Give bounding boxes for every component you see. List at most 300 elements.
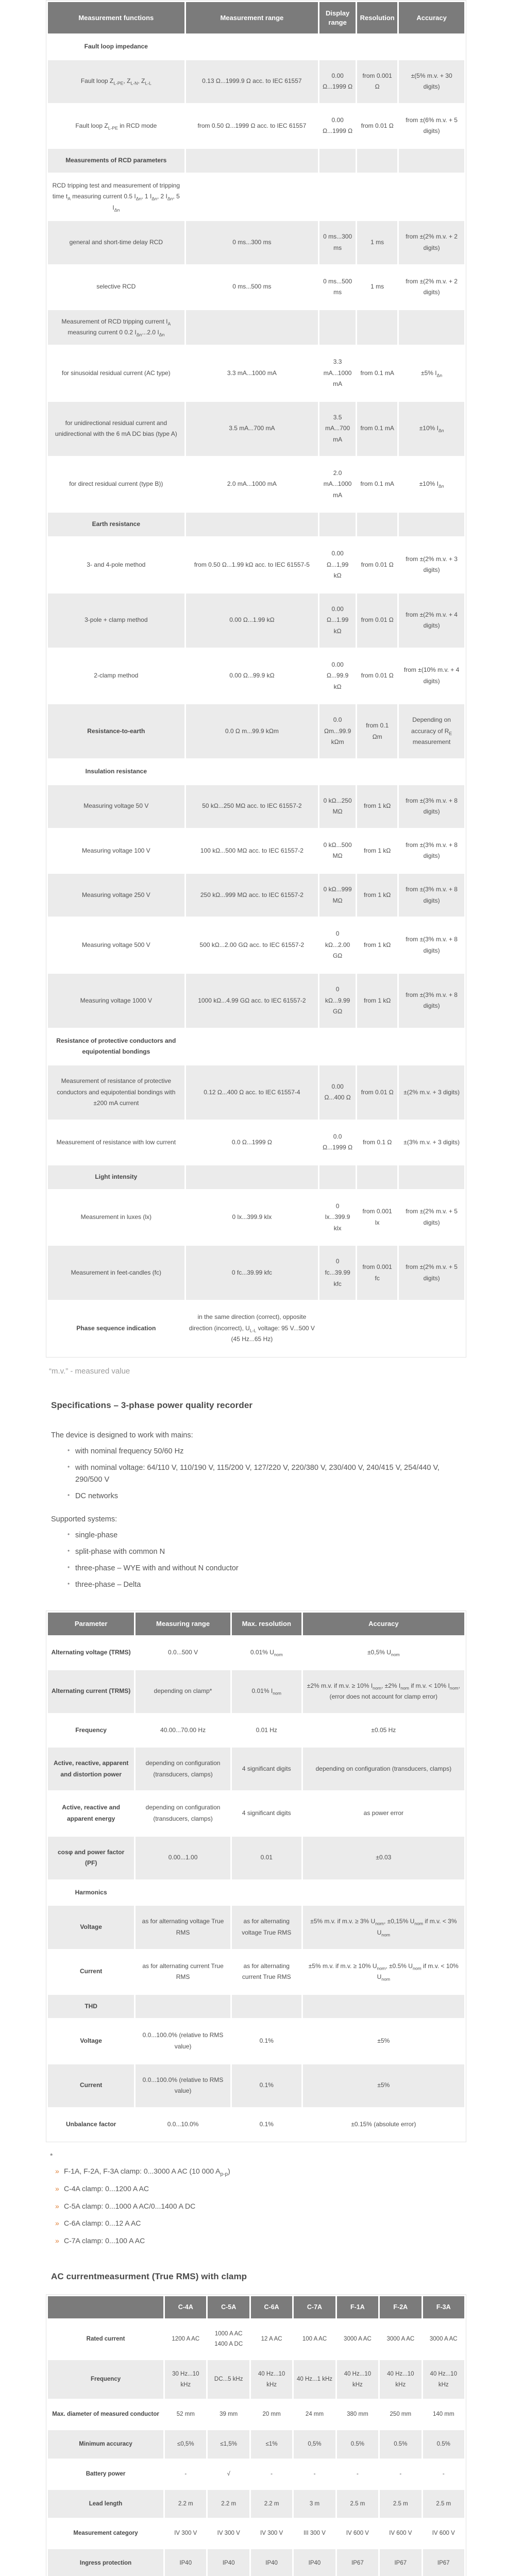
row-label: Measuring voltage 500 V: [47, 918, 185, 973]
row-label: Measurement in luxes (lx): [47, 1190, 185, 1245]
value-cell: 0.13 Ω...1999.9 Ω acc. to IEC 61557: [185, 59, 319, 104]
value-cell: [398, 309, 465, 345]
power-quality-table: [46, 1611, 466, 2142]
value-cell: from 0.1 mA: [357, 401, 398, 456]
value-cell: 1200 A AC: [164, 2319, 207, 2359]
value-cell: [319, 173, 357, 221]
value-cell: 24 mm: [293, 2400, 336, 2430]
value-cell: as for alternating voltage True RMS: [135, 1905, 231, 1950]
column-header: F-1A: [336, 2295, 379, 2319]
value-cell: [185, 1164, 319, 1190]
row-label: Frequency: [47, 1714, 135, 1747]
value-cell: [357, 1301, 398, 1357]
table-row: [47, 2459, 465, 2489]
table-row: [47, 59, 465, 104]
value-cell: -: [250, 2459, 293, 2489]
value-cell: 1 ms: [357, 265, 398, 309]
table-row: [47, 1747, 465, 1791]
value-cell: [185, 148, 319, 174]
value-cell: 0 fc...39.99 kfc: [319, 1245, 357, 1301]
header-row: [47, 2, 465, 35]
spec-page: [46, 0, 466, 2576]
value-cell: 0.0 Ωm...99.9 kΩm: [319, 704, 357, 759]
installation-spec-table: [46, 1, 466, 1357]
row-label: Measurement category: [47, 2519, 164, 2549]
table-row: [47, 1714, 465, 1747]
value-cell: -: [164, 2459, 207, 2489]
value-cell: 2.0 mA...1000 mA: [319, 456, 357, 512]
value-cell: 3.5 mA...700 mA: [185, 401, 319, 456]
table-row: [47, 648, 465, 704]
row-label: Earth resistance: [47, 512, 185, 537]
table-row: [47, 828, 465, 873]
column-header: F-2A: [379, 2295, 422, 2319]
value-cell: IV 300 V: [250, 2519, 293, 2549]
value-cell: 40 Hz...1 kHz: [293, 2360, 336, 2400]
list-item: • with nominal frequency 50/60 Hz: [68, 1446, 466, 1458]
table-row: [47, 1064, 465, 1120]
value-cell: from ±(6% m.v. + 5 digits): [398, 104, 465, 148]
table-row: [47, 2319, 465, 2359]
row-label: 3-pole + clamp method: [47, 592, 185, 648]
row-label: Max. diameter of measured conductor: [47, 2400, 164, 2430]
column-header: [47, 2295, 164, 2319]
value-cell: 2.5 m: [336, 2489, 379, 2519]
value-cell: ≤1%: [250, 2430, 293, 2460]
value-cell: 52 mm: [164, 2400, 207, 2430]
value-cell: 1000 kΩ...4.99 GΩ acc. to IEC 61557-2: [185, 973, 319, 1029]
value-cell: 2.2 m: [207, 2489, 250, 2519]
value-cell: -: [293, 2459, 336, 2489]
value-cell: depending on clamp*: [135, 1669, 231, 1714]
value-cell: depending on configuration (transducers, clamps): [135, 1791, 231, 1836]
row-label: Fault loop $Z_{L-PE}$, $Z_{L-N}$, $Z_{L-L}$: [47, 59, 185, 104]
value-cell: [357, 1164, 398, 1190]
value-cell: from 0.1 mA: [357, 456, 398, 512]
value-cell: 0.0...100.0% (relative to RMS value): [135, 2019, 231, 2063]
value-cell: 0 kΩ...250 MΩ: [319, 784, 357, 828]
value-cell: ±0,5% $U_{nom}$: [302, 1636, 465, 1669]
value-cell: 2.0 mA...1000 mA: [185, 456, 319, 512]
value-cell: [185, 173, 319, 221]
value-cell: from 1 kΩ: [357, 828, 398, 873]
value-cell: from ±(2% m.v. + 5 digits): [398, 1190, 465, 1245]
value-cell: [357, 148, 398, 174]
value-cell: 100 A AC: [293, 2319, 336, 2359]
value-cell: from 0.1 mA: [357, 346, 398, 401]
value-cell: from 0.001 Ω: [357, 59, 398, 104]
value-cell: [357, 35, 398, 60]
value-cell: 0.5%: [422, 2430, 465, 2460]
table-row: [47, 456, 465, 512]
value-cell: [319, 1301, 357, 1357]
value-cell: 0 kΩ...500 MΩ: [319, 828, 357, 873]
value-cell: [357, 1028, 398, 1064]
value-cell: [357, 512, 398, 537]
value-cell: [185, 309, 319, 345]
row-label: Alternating voltage (TRMS): [47, 1636, 135, 1669]
value-cell: 0.01% $U_{nom}$: [231, 1636, 302, 1669]
value-cell: 40 Hz...10 kHz: [250, 2360, 293, 2400]
mains-list: [46, 1446, 466, 1503]
value-cell: depending on configuration (transducers, clamps): [302, 1747, 465, 1791]
row-label: Voltage: [47, 2019, 135, 2063]
value-cell: ≤1,5%: [207, 2430, 250, 2460]
row-label: RCD tripping test and measurement of tripping time $t_A$ measuring current 0.5 $I_{\Delta n}$, 1 $I_{\Delta n}$, 2 $I_{\Delta n}$, 5 $I_{\Delta n}$: [47, 173, 185, 221]
value-cell: 50 kΩ...250 MΩ acc. to IEC 61557-2: [185, 784, 319, 828]
value-cell: 100 kΩ...500 MΩ acc. to IEC 61557-2: [185, 828, 319, 873]
value-cell: 0.01 Hz: [231, 1714, 302, 1747]
clamp-ranges-list: [46, 2166, 466, 2246]
value-cell: [398, 173, 465, 221]
heading-ac-current-clamp: AC currentmeasurment (True RMS) with clamp: [51, 2271, 247, 2281]
heading-power-quality-recorder: Specifications – 3-phase power quality recorder: [51, 1400, 253, 1410]
value-cell: ±(3% m.v. + 3 digits): [398, 1120, 465, 1164]
value-cell: ±0.03: [302, 1836, 465, 1880]
row-label: Rated current: [47, 2319, 164, 2359]
value-cell: [319, 148, 357, 174]
value-cell: 0.01% $I_{nom}$: [231, 1669, 302, 1714]
value-cell: 0.1%: [231, 2063, 302, 2108]
value-cell: from 0.01 Ω: [357, 1064, 398, 1120]
value-cell: -: [379, 2459, 422, 2489]
value-cell: from 0.01 Ω: [357, 104, 398, 148]
table-row: [47, 759, 465, 785]
value-cell: 2.5 m: [379, 2489, 422, 2519]
value-cell: IP40: [207, 2548, 250, 2576]
value-cell: from 0.01 Ω: [357, 537, 398, 592]
value-cell: [398, 512, 465, 537]
value-cell: [231, 1994, 302, 2019]
list-item: • three-phase – Delta: [68, 1579, 466, 1591]
column-header: C-5A: [207, 2295, 250, 2319]
value-cell: from 1 kΩ: [357, 973, 398, 1029]
value-cell: [357, 759, 398, 785]
table-row: [47, 148, 465, 174]
value-cell: ±5% $I_{\Delta n}$: [398, 346, 465, 401]
row-label: Minimum accuracy: [47, 2430, 164, 2460]
value-cell: 0 kΩ...9.99 GΩ: [319, 973, 357, 1029]
value-cell: 0.0 Ω...1999 Ω: [185, 1120, 319, 1164]
row-label: Ingress protection: [47, 2548, 164, 2576]
value-cell: -: [336, 2459, 379, 2489]
value-cell: 0.1%: [231, 2019, 302, 2063]
value-cell: from 0.1 Ω: [357, 1120, 398, 1164]
value-cell: 2.5 m: [422, 2489, 465, 2519]
value-cell: 0.00 Ω...400 Ω: [319, 1064, 357, 1120]
value-cell: from ±(3% m.v. + 8 digits): [398, 918, 465, 973]
value-cell: [319, 1164, 357, 1190]
value-cell: IV 300 V: [207, 2519, 250, 2549]
row-label: Lead length: [47, 2489, 164, 2519]
table-row: [47, 1950, 465, 1994]
value-cell: 12 A AC: [250, 2319, 293, 2359]
value-cell: 0.00 Ω...1.99 kΩ: [185, 592, 319, 648]
table-row: [47, 104, 465, 148]
table-row: [47, 1120, 465, 1164]
row-label: Measuring voltage 50 V: [47, 784, 185, 828]
value-cell: 0.0...500 V: [135, 1636, 231, 1669]
value-cell: 4 significant digits: [231, 1747, 302, 1791]
value-cell: IP67: [422, 2548, 465, 2576]
value-cell: ±2% m.v. if m.v. ≥ 10% $I_{nom}$, ±2% $I_{nom}$ if m.v. < 10% $I_{nom}$, (error does not account for clamp error): [302, 1669, 465, 1714]
value-cell: 250 kΩ...999 MΩ acc. to IEC 61557-2: [185, 873, 319, 918]
value-cell: [398, 1164, 465, 1190]
value-cell: 40 Hz...10 kHz: [379, 2360, 422, 2400]
value-cell: from ±(3% m.v. + 8 digits): [398, 873, 465, 918]
value-cell: 4 significant digits: [231, 1791, 302, 1836]
list-item: » F-1A, F-2A, F-3A clamp: 0...3000 A AC (10 000 $A_{p-p}$): [55, 2166, 466, 2177]
value-cell: [357, 309, 398, 345]
value-cell: IV 300 V: [164, 2519, 207, 2549]
column-header: Max. resolution: [231, 1612, 302, 1636]
list-item: • DC networks: [68, 1490, 466, 1502]
value-cell: ±5% m.v. if m.v. ≥ 10% $U_{nom}$, ±0.5% $U_{nom}$ if m.v. < 10% $U_{nom}$: [302, 1950, 465, 1994]
table-row: [47, 265, 465, 309]
list-item: • split-phase with common N: [68, 1546, 466, 1558]
value-cell: 0.00...1.00: [135, 1836, 231, 1880]
value-cell: ≤0,5%: [164, 2430, 207, 2460]
value-cell: [398, 1028, 465, 1064]
row-label: for unidirectional residual current and unidirectional with the 6 mA DC bias (type A): [47, 401, 185, 456]
value-cell: IP40: [164, 2548, 207, 2576]
value-cell: as power error: [302, 1791, 465, 1836]
column-header: C-4A: [164, 2295, 207, 2319]
value-cell: 1 ms: [357, 221, 398, 265]
value-cell: from ±(2% m.v. + 2 digits): [398, 221, 465, 265]
table-row: [47, 2019, 465, 2063]
table-row: [47, 2108, 465, 2141]
value-cell: from 0.50 Ω...1999 Ω acc. to IEC 61557: [185, 104, 319, 148]
value-cell: IP40: [250, 2548, 293, 2576]
value-cell: [319, 1028, 357, 1064]
value-cell: ±5%: [302, 2019, 465, 2063]
value-cell: as for alternating current True RMS: [231, 1950, 302, 1994]
table-row: [47, 2548, 465, 2576]
value-cell: in the same direction (correct), opposite direction (incorrect), $U_{L-L}$ voltage: 95 V...500 V (45 Hz...65 Hz): [185, 1301, 319, 1357]
header-row: [47, 1612, 465, 1636]
value-cell: 0.0 Ω m...99.9 kΩm: [185, 704, 319, 759]
row-label: Fault loop impedance: [47, 35, 185, 60]
table-row: [47, 1164, 465, 1190]
table-row: [47, 918, 465, 973]
value-cell: IV 600 V: [336, 2519, 379, 2549]
value-cell: 0 ms...500 ms: [185, 265, 319, 309]
value-cell: 40.00...70.00 Hz: [135, 1714, 231, 1747]
row-label: Light intensity: [47, 1164, 185, 1190]
table-row: [47, 1636, 465, 1669]
installation-spec-table-wrapper: [46, 0, 466, 1358]
clamp-spec-table-wrapper: [46, 2294, 466, 2576]
value-cell: [135, 1994, 231, 2019]
column-header: Measurement range: [185, 2, 319, 35]
column-header: Display range: [319, 2, 357, 35]
asterisk-note: *: [50, 2151, 53, 2160]
value-cell: 500 kΩ...2.00 GΩ acc. to IEC 61557-2: [185, 918, 319, 973]
value-cell: 39 mm: [207, 2400, 250, 2430]
value-cell: 0 kΩ...2.00 GΩ: [319, 918, 357, 973]
value-cell: [319, 309, 357, 345]
table-row: [47, 873, 465, 918]
value-cell: 40 Hz...10 kHz: [422, 2360, 465, 2400]
value-cell: from 0.01 Ω: [357, 648, 398, 704]
column-header: Parameter: [47, 1612, 135, 1636]
value-cell: [319, 759, 357, 785]
value-cell: from ±(2% m.v. + 3 digits): [398, 537, 465, 592]
value-cell: 3.3 mA...1000 mA: [185, 346, 319, 401]
value-cell: 140 mm: [422, 2400, 465, 2430]
value-cell: 2.2 m: [250, 2489, 293, 2519]
value-cell: Depending on accuracy of $R_E$ measurement: [398, 704, 465, 759]
value-cell: 250 mm: [379, 2400, 422, 2430]
row-label: Voltage: [47, 1905, 135, 1950]
value-cell: ±10% $I_{\Delta n}$: [398, 401, 465, 456]
value-cell: 0.0 Ω...1999 Ω: [319, 1120, 357, 1164]
value-cell: 0 kΩ...999 MΩ: [319, 873, 357, 918]
value-cell: 20 mm: [250, 2400, 293, 2430]
value-cell: 0.1%: [231, 2108, 302, 2141]
header-row: [47, 2295, 465, 2319]
value-cell: 3.5 mA...700 mA: [319, 401, 357, 456]
value-cell: ±0.15% (absolute error): [302, 2108, 465, 2141]
row-label: Measurement of RCD tripping current $I_A$ measuring current 0 0.2 $I_{\Delta n}...2.0$ $I_{\Delta n}$: [47, 309, 185, 345]
table-row: [47, 309, 465, 345]
value-cell: ±(5% m.v. + 30 digits): [398, 59, 465, 104]
table-row: [47, 401, 465, 456]
value-cell: [185, 512, 319, 537]
value-cell: from 1 kΩ: [357, 873, 398, 918]
spacer: [46, 1596, 466, 1611]
value-cell: 0.0...10.0%: [135, 2108, 231, 2141]
list-item: » C-6A clamp: 0...12 A AC: [55, 2218, 466, 2229]
row-label: Measuring voltage 250 V: [47, 873, 185, 918]
value-cell: 0,5%: [293, 2430, 336, 2460]
row-label: Current: [47, 1950, 135, 1994]
spacer: [46, 2282, 466, 2294]
value-cell: from ±(3% m.v. + 8 digits): [398, 828, 465, 873]
table-row: [47, 221, 465, 265]
value-cell: 0 ms...300 ms: [185, 221, 319, 265]
value-cell: from 0.001 fc: [357, 1245, 398, 1301]
table-row: [47, 537, 465, 592]
value-cell: ±0.05 Hz: [302, 1714, 465, 1747]
list-item: • three-phase – WYE with and without N conductor: [68, 1563, 466, 1574]
list-item: » C-5A clamp: 0...1000 A AC/0...1400 A DC: [55, 2201, 466, 2212]
column-header: C-7A: [293, 2295, 336, 2319]
value-cell: [319, 512, 357, 537]
value-cell: [302, 1994, 465, 2019]
value-cell: [231, 1880, 302, 1905]
column-header: Resolution: [357, 2, 398, 35]
column-header: Measurement functions: [47, 2, 185, 35]
value-cell: -: [422, 2459, 465, 2489]
value-cell: 0.5%: [379, 2430, 422, 2460]
value-cell: 1000 A AC 1400 A DC: [207, 2319, 250, 2359]
value-cell: 3000 A AC: [336, 2319, 379, 2359]
value-cell: 3000 A AC: [422, 2319, 465, 2359]
value-cell: 0.0...100.0% (relative to RMS value): [135, 2063, 231, 2108]
column-header: Measuring range: [135, 1612, 231, 1636]
value-cell: [398, 759, 465, 785]
value-cell: as for alternating voltage True RMS: [231, 1905, 302, 1950]
value-cell: from 1 kΩ: [357, 784, 398, 828]
row-label: Active, reactive and apparent energy: [47, 1791, 135, 1836]
value-cell: [398, 35, 465, 60]
value-cell: 380 mm: [336, 2400, 379, 2430]
row-label: Insulation resistance: [47, 759, 185, 785]
value-cell: ±(2% m.v. + 3 digits): [398, 1064, 465, 1120]
table-row: [47, 704, 465, 759]
row-label: Measurement of resistance of protective conductors and equipotential bondings with ±200 mA current: [47, 1064, 185, 1120]
row-label: Frequency: [47, 2360, 164, 2400]
value-cell: [398, 148, 465, 174]
value-cell: 0.00 Ω...99.9 kΩ: [319, 648, 357, 704]
row-label: selective RCD: [47, 265, 185, 309]
value-cell: 0.00 Ω...1999 Ω: [319, 104, 357, 148]
value-cell: ±10% $I_{\Delta n}$: [398, 456, 465, 512]
value-cell: from 0.01 Ω: [357, 592, 398, 648]
mains-intro-text: The device is designed to work with mains:: [51, 1431, 193, 1439]
row-label: Measurement of resistance with low current: [47, 1120, 185, 1164]
value-cell: 0 ms...500 ms: [319, 265, 357, 309]
list-item: » C-7A clamp: 0...100 A AC: [55, 2235, 466, 2247]
value-cell: IP40: [293, 2548, 336, 2576]
value-cell: 0 lx...399.9 klx: [185, 1190, 319, 1245]
value-cell: √: [207, 2459, 250, 2489]
value-cell: 2.2 m: [164, 2489, 207, 2519]
value-cell: 0.5%: [336, 2430, 379, 2460]
value-cell: from 0.50 Ω...1.99 kΩ acc. to IEC 61557-5: [185, 537, 319, 592]
column-header: F-3A: [422, 2295, 465, 2319]
row-label: Measuring voltage 100 V: [47, 828, 185, 873]
table-row: [47, 1791, 465, 1836]
value-cell: 0.01: [231, 1836, 302, 1880]
row-label: cosφ and power factor (PF): [47, 1836, 135, 1880]
table-row: [47, 1301, 465, 1357]
table-row: [47, 512, 465, 537]
value-cell: DC...5 kHz: [207, 2360, 250, 2400]
table-row: [47, 1190, 465, 1245]
value-cell: 0 ms...300 ms: [319, 221, 357, 265]
value-cell: [398, 1301, 465, 1357]
table-row: [47, 173, 465, 221]
value-cell: [185, 759, 319, 785]
table-row: [47, 1245, 465, 1301]
row-label: for sinusoidal residual current (AC type): [47, 346, 185, 401]
table-row: [47, 1669, 465, 1714]
table-row: [47, 2400, 465, 2430]
table-row: [47, 973, 465, 1029]
mv-note: “m.v.” - measured value: [49, 1366, 130, 1376]
row-label: for direct residual current (type B)): [47, 456, 185, 512]
table-row: [47, 2489, 465, 2519]
value-cell: 0.00 Ω...99.9 kΩ: [185, 648, 319, 704]
clamp-spec-table: [46, 2295, 466, 2576]
table-row: [47, 592, 465, 648]
value-cell: IV 600 V: [422, 2519, 465, 2549]
row-label: THD: [47, 1994, 135, 2019]
value-cell: 3 m: [293, 2489, 336, 2519]
table-row: [47, 1905, 465, 1950]
table-row: [47, 2360, 465, 2400]
table-row: [47, 2063, 465, 2108]
value-cell: IP67: [379, 2548, 422, 2576]
table-row: [47, 346, 465, 401]
value-cell: from ±(2% m.v. + 2 digits): [398, 265, 465, 309]
row-label: Resistance of protective conductors and equipotential bondings: [47, 1028, 185, 1064]
table-row: [47, 1994, 465, 2019]
table-row: [47, 1028, 465, 1064]
